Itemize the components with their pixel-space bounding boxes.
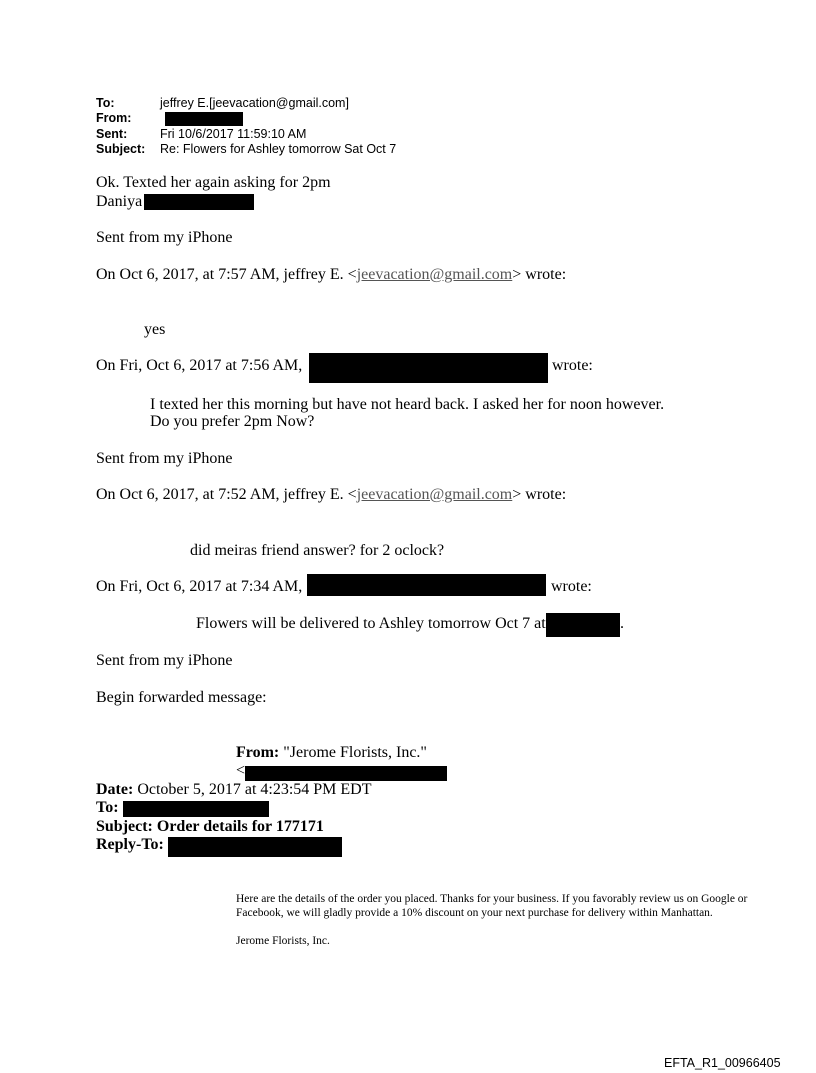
email-link[interactable]: jeevacation@gmail.com [356, 486, 513, 503]
document-id: EFTA_R1_00966405 [664, 1056, 781, 1070]
sent-from-iphone: Sent from my iPhone [96, 229, 233, 246]
quoted-text: I texted her this morning but have not heard back. I asked her for noon however. [150, 396, 665, 413]
redaction-box [144, 194, 254, 210]
redaction-box [309, 353, 548, 383]
to-value: jeffrey E.[jeevacation@gmail.com] [160, 96, 349, 110]
quote-header [96, 266, 566, 284]
quoted-text: Do you prefer 2pm Now? [150, 413, 315, 430]
fwd-date-value: October 5, 2017 at 4:23:54 PM EDT [137, 781, 372, 798]
fwd-to-label: To: [96, 799, 119, 816]
fwd-replyto-label: Reply-To: [96, 836, 164, 853]
redaction-box [168, 837, 342, 857]
fwd-from-email [236, 762, 245, 780]
sent-value: Fri 10/6/2017 11:59:10 AM [160, 127, 307, 141]
fwd-date-label: Date: [96, 781, 134, 798]
fwd-from-value: "Jerome Florists, Inc." [283, 744, 427, 761]
to-label: To: [96, 96, 115, 110]
begin-forwarded: Begin forwarded message: [96, 689, 267, 706]
fwd-from [236, 744, 427, 762]
quote-suffix: wrote: [552, 357, 593, 374]
redaction-box [546, 613, 620, 637]
quote-prefix: On Fri, Oct 6, 2017 at 7:56 AM, [96, 357, 303, 374]
redaction-box [245, 766, 447, 781]
redaction-box [307, 574, 546, 596]
quote-suffix: wrote: [551, 578, 592, 595]
quote-header [96, 357, 302, 375]
signature [96, 193, 254, 211]
email-link[interactable]: jeevacation@gmail.com [356, 266, 513, 283]
angle-bracket: < [236, 762, 246, 779]
subject-value: Re: Flowers for Ashley tomorrow Sat Oct 7 [160, 142, 397, 156]
quote-suffix: > wrote: [512, 266, 567, 283]
fwd-from-label: From: [236, 744, 280, 761]
redaction-box [165, 112, 243, 126]
quote-prefix: On Fri, Oct 6, 2017 at 7:34 AM, [96, 578, 303, 595]
quoted-text: Flowers will be delivered to Ashley tomorrow Oct 7 at [196, 615, 546, 632]
quoted-text: did meiras friend answer? for 2 oclock? [190, 542, 445, 559]
subject-label: Subject: [96, 142, 146, 156]
fwd-message: Here are the details of the order you placed. Thanks for your business. If you favorably review us on Google or Facebook, we will gladly provide a 10% discount on your next purchase for delivery within Manhattan. [236, 893, 748, 919]
fwd-to [96, 799, 119, 817]
quote-header [96, 578, 302, 596]
quote-suffix: > wrote: [512, 486, 567, 503]
fwd-signoff: Jerome Florists, Inc. [236, 935, 330, 947]
redaction-box [123, 801, 269, 817]
quoted-text: yes [144, 321, 166, 338]
from-label: From: [96, 111, 132, 125]
fwd-date [96, 781, 372, 799]
sent-label: Sent: [96, 127, 128, 141]
fwd-reply-to [96, 836, 164, 854]
reply-line: Ok. Texted her again asking for 2pm [96, 174, 331, 191]
quote-prefix: On Oct 6, 2017, at 7:52 AM, jeffrey E. < [96, 486, 357, 503]
period: . [620, 615, 624, 632]
sent-from-iphone: Sent from my iPhone [96, 652, 233, 669]
fwd-subject: Subject: Order details for 177171 [96, 818, 324, 835]
quote-prefix: On Oct 6, 2017, at 7:57 AM, jeffrey E. < [96, 266, 357, 283]
signature-name: Daniya [96, 193, 143, 210]
quote-header [96, 486, 566, 504]
sent-from-iphone: Sent from my iPhone [96, 450, 233, 467]
